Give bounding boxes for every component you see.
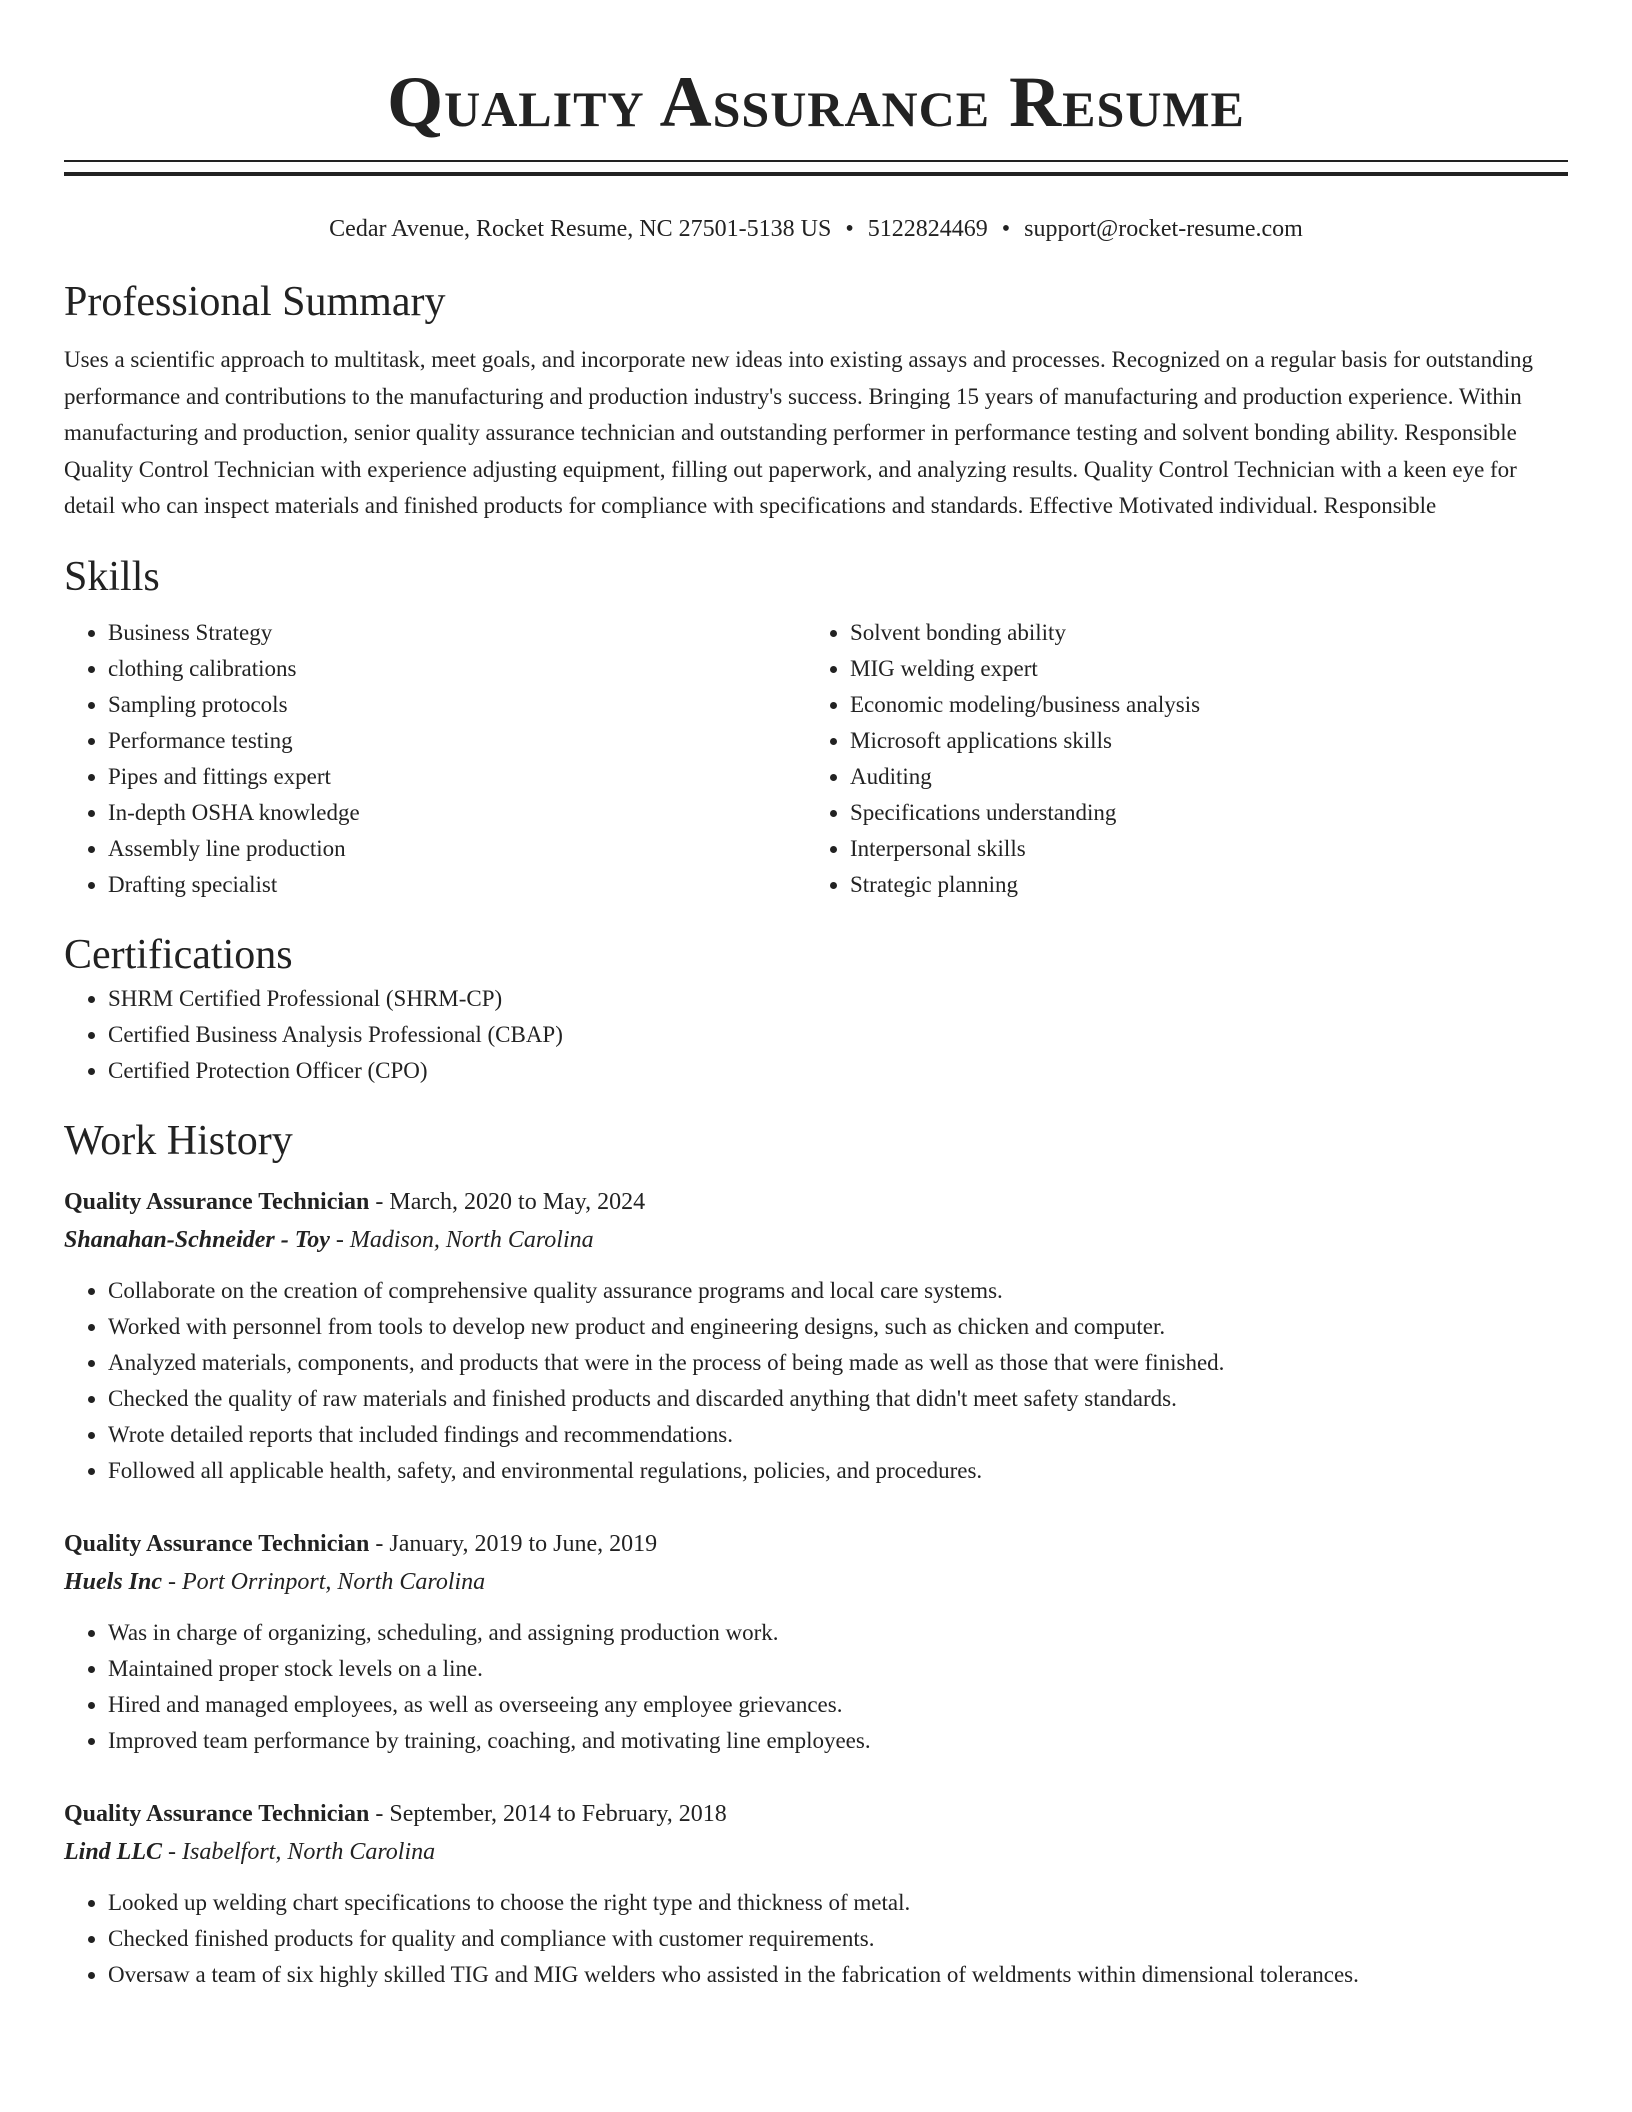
job-duty: • Hired and managed employees, as well as overseeing any employee grievances. [108, 1687, 1568, 1723]
job-entry [64, 1525, 1568, 1759]
skill-item: • Performance testing [108, 723, 806, 759]
certification-item: • Certified Protection Officer (CPO) [108, 1053, 1568, 1089]
job-company-line [64, 1563, 1568, 1601]
resume-page [64, 0, 1568, 1993]
job-location: - Port Orrinport, North Carolina [162, 1569, 486, 1596]
job-company-line [64, 1221, 1568, 1259]
skill-item: • Strategic planning [850, 867, 1548, 903]
job-role: Quality Assurance Technician [64, 1189, 370, 1216]
page-title: Quality Assurance Resume [387, 62, 1245, 142]
contact-separator: • [1001, 216, 1011, 242]
skill-item: • Economic modeling/business analysis [850, 687, 1548, 723]
job-role: Quality Assurance Technician [64, 1801, 370, 1828]
job-company: Huels Inc [64, 1569, 163, 1596]
skill-item: • Interpersonal skills [850, 831, 1548, 867]
contact-email: support@rocket-resume.com [1024, 216, 1303, 242]
job-duty: • Worked with personnel from tools to develop new product and engineering designs, such as chicken and computer. [108, 1309, 1568, 1345]
job-company: Lind LLC [64, 1839, 163, 1866]
job-dates: - September, 2014 to February, 2018 [369, 1801, 727, 1828]
skill-item: • Microsoft applications skills [850, 723, 1548, 759]
skill-item: • Drafting specialist [108, 867, 806, 903]
job-duties-list [64, 1273, 1568, 1489]
skills-column-left [64, 615, 806, 904]
job-company-line [64, 1833, 1568, 1871]
job-duty: • Followed all applicable health, safety, and environmental regulations, policies, and procedures. [108, 1453, 1568, 1489]
skill-item: • Pipes and fittings expert [108, 759, 806, 795]
job-duty: • Looked up welding chart specifications to choose the right type and thickness of metal. [108, 1885, 1568, 1921]
job-duty: • Collaborate on the creation of comprehensive quality assurance programs and local care systems. [108, 1273, 1568, 1309]
job-duty: • Checked the quality of raw materials and finished products and discarded anything that didn't meet safety standards. [108, 1381, 1568, 1417]
job-location: - Isabelfort, North Carolina [162, 1839, 436, 1866]
title-divider [64, 160, 1568, 176]
summary-text: Uses a scientific approach to multitask, meet goals, and incorporate new ideas into existing assays and processes. Recognized on a regular basis for outstanding performance and contributions to the manufacturing and production industry's success. Bringing 15 years of manufacturing and production experience. Within manufacturing and production, senior quality assurance technician and outstanding performer in performance testing and solvent bonding ability. Responsible Quality Control Technician with experience adjusting equipment, filling out paperwork, and analyzing results. Quality Control Technician with a keen eye for detail who can inspect materials and finished products for compliance with specifications and standards. Effective Motivated individual. Responsible [64, 347, 1534, 518]
summary-heading: Professional Summary [64, 279, 446, 325]
job-duty: • Oversaw a team of six highly skilled TIG and MIG welders who assisted in the fabrication of weldments within dimensional tolerances. [108, 1957, 1568, 1993]
job-duties-list [64, 1885, 1568, 1993]
job-duty: • Analyzed materials, components, and products that were in the process of being made as well as those that were finished. [108, 1345, 1568, 1381]
job-duty: • Was in charge of organizing, scheduling, and assigning production work. [108, 1615, 1568, 1651]
certifications-heading: Certifications [64, 932, 293, 979]
job-duties-list [64, 1615, 1568, 1759]
skill-item: • Solvent bonding ability [850, 615, 1548, 651]
certification-item: • SHRM Certified Professional (SHRM-CP) [108, 981, 1568, 1017]
job-title-line [64, 1183, 1568, 1221]
contact-address: Cedar Avenue, Rocket Resume, NC 27501-5138 US [329, 216, 832, 242]
job-company: Shanahan-Schneider - Toy [64, 1227, 330, 1254]
skills-grid [64, 615, 1568, 904]
job-duty: • Wrote detailed reports that included findings and recommendations. [108, 1417, 1568, 1453]
skills-heading: Skills [64, 553, 160, 600]
contact-separator: • [845, 216, 854, 242]
job-title-line [64, 1795, 1568, 1833]
skill-item: • Business Strategy [108, 615, 806, 651]
job-role: Quality Assurance Technician [64, 1531, 370, 1558]
skill-item: • Specifications understanding [850, 795, 1548, 831]
skill-item: • In-depth OSHA knowledge [108, 795, 806, 831]
skill-item: • Auditing [850, 759, 1548, 795]
job-entry [64, 1183, 1568, 1489]
skill-item: • Assembly line production [108, 831, 806, 867]
job-location: - Madison, North Carolina [329, 1227, 594, 1254]
contact-line [64, 212, 1568, 246]
certifications-list [64, 981, 1568, 1089]
skill-item: • Sampling protocols [108, 687, 806, 723]
job-duty: • Maintained proper stock levels on a line. [108, 1651, 1568, 1687]
certification-item: • Certified Business Analysis Professional (CBAP) [108, 1017, 1568, 1053]
job-dates: - January, 2019 to June, 2019 [369, 1531, 658, 1558]
work-history-heading: Work History [64, 1118, 293, 1165]
skill-item: • MIG welding expert [850, 651, 1548, 687]
job-entry [64, 1795, 1568, 1993]
contact-phone: 5122824469 [867, 216, 988, 242]
job-dates: - March, 2020 to May, 2024 [369, 1189, 646, 1216]
job-duty: • Checked finished products for quality and compliance with customer requirements. [108, 1921, 1568, 1957]
job-title-line [64, 1525, 1568, 1563]
job-duty: • Improved team performance by training, coaching, and motivating line employees. [108, 1723, 1568, 1759]
skill-item: • clothing calibrations [108, 651, 806, 687]
skills-column-right [806, 615, 1548, 904]
